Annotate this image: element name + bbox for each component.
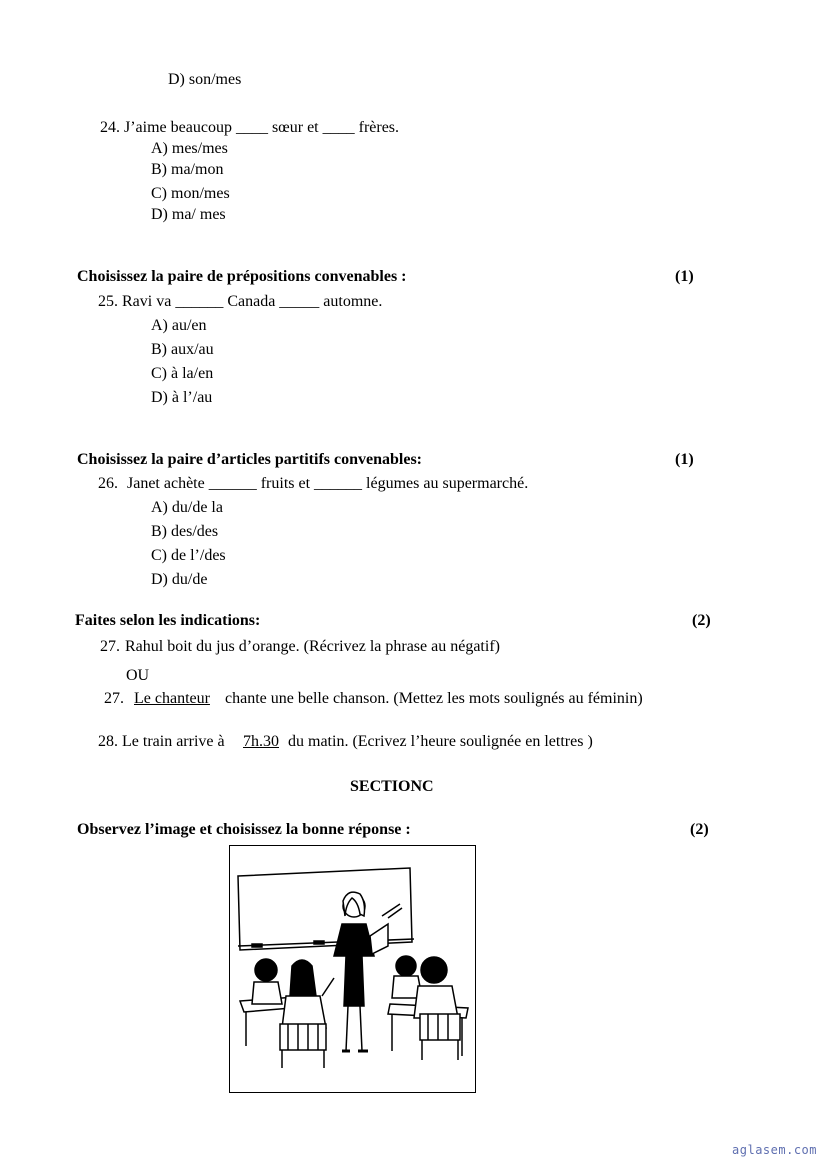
q28-text-after: du matin. (Ecrivez l’heure soulignée en lettres ) [288,733,593,750]
section-prepositions-marks: (1) [675,268,694,285]
q25-option-c: C) à la/en [151,365,214,382]
q28-text-before: Le train arrive à [122,733,225,750]
section-image-heading: Observez l’image et choisissez la bonne réponse : [77,821,411,838]
section-image-marks: (2) [690,821,709,838]
q23-option-d: D) son/mes [168,71,242,88]
q27-number: 27. [100,638,120,655]
classroom-illustration [229,845,476,1093]
q24-option-a: A) mes/mes [151,140,228,157]
watermark[interactable]: aglasem.com [732,1143,817,1157]
q24-option-c: C) mon/mes [151,185,230,202]
q24-option-b: B) ma/mon [151,161,224,178]
q28-number: 28. [98,733,118,750]
q27-alt-rest: chante une belle chanson. (Mettez les mots soulignés au féminin) [225,690,643,707]
q26-option-a: A) du/de la [151,499,223,516]
classroom-illustration-icon [230,846,475,1092]
q25-number: 25. [98,293,118,310]
q26-text: Janet achète ______ fruits et ______ légumes au supermarché. [127,475,529,492]
section-indications-heading: Faites selon les indications: [75,612,261,629]
q27-alt-number: 27. [104,690,124,707]
section-c-title: SECTIONC [350,778,434,795]
q24-option-d: D) ma/ mes [151,206,226,223]
q26-number: 26. [98,475,118,492]
q24-text: J’aime beaucoup ____ sœur et ____ frères. [124,119,400,136]
q27-or-label: OU [126,667,150,684]
q27-text: Rahul boit du jus d’orange. (Récrivez la phrase au négatif) [125,638,500,655]
section-indications-marks: (2) [692,612,711,629]
section-prepositions-heading: Choisissez la paire de prépositions convenables : [77,268,407,285]
section-articles-heading: Choisissez la paire d’articles partitifs convenables: [77,451,423,468]
q28-underlined-time: 7h.30 [243,733,279,750]
q25-option-b: B) aux/au [151,341,214,358]
q25-option-a: A) au/en [151,317,207,334]
q25-option-d: D) à l’/au [151,389,213,406]
q26-option-d: D) du/de [151,571,208,588]
q26-option-b: B) des/des [151,523,219,540]
q24-number: 24. [100,119,120,136]
section-articles-marks: (1) [675,451,694,468]
q25-text: Ravi va ______ Canada _____ automne. [122,293,383,310]
q26-option-c: C) de l’/des [151,547,226,564]
q27-alt-underlined: Le chanteur [134,690,210,707]
